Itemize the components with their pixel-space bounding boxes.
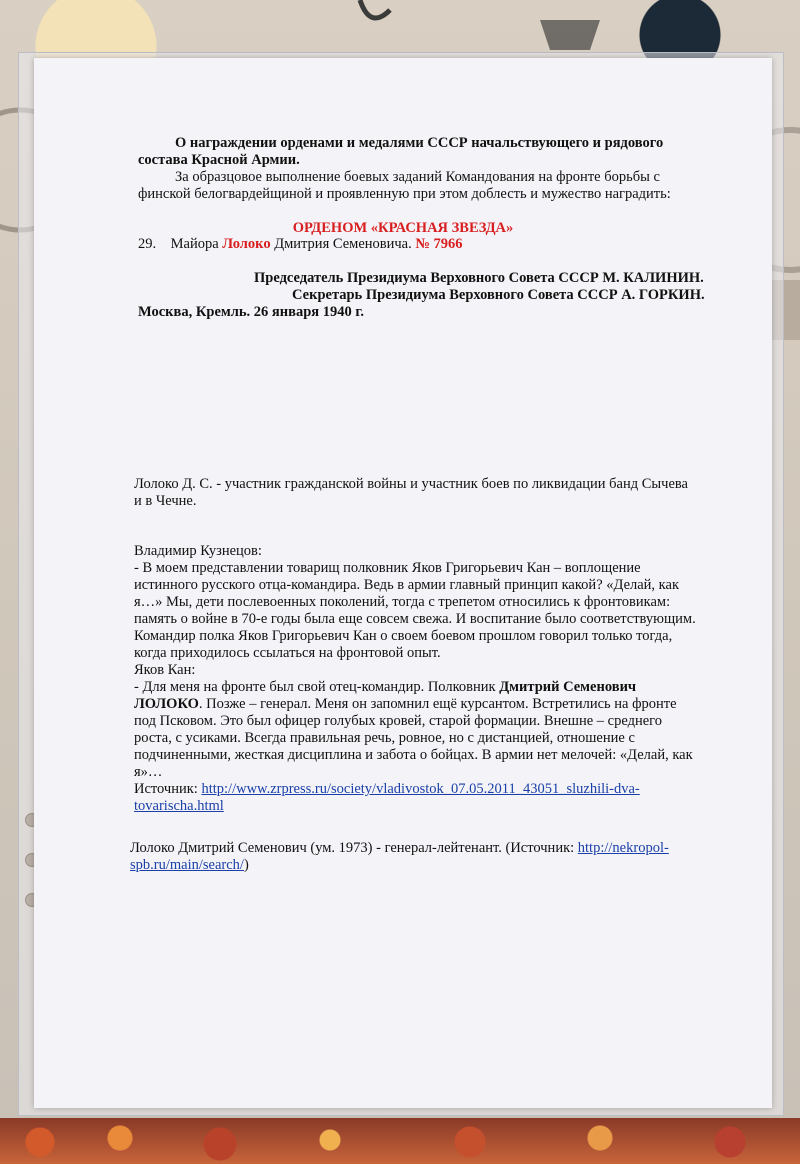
memoir-line: когда приходилось ссылаться на фронтовой опыт. — [134, 645, 441, 661]
decree-text-line3: За образцовое выполнение боевых заданий Командования на фронте борьбы с — [175, 169, 660, 185]
decree-text-line4: финской белогвардейщиной и проявленную при этом доблесть и мужество наградить: — [138, 186, 671, 202]
memoir-line: память о войне в 70-е годы была еще совсем свежа. И воспитание было соответствующим. — [134, 611, 696, 627]
memoir-line: - В моем представлении товарищ полковник Яков Григорьевич Кан – воплощение — [134, 560, 641, 576]
memoir-text: - Для меня на фронте был свой отец-командир. Полковник — [134, 679, 500, 695]
chairman-signature: Председатель Президиума Верховного Совета СССР М. КАЛИНИН. — [254, 270, 704, 286]
decree-title-line1: О награждении орденами и медалями СССР начальствующего и рядового — [175, 135, 664, 151]
nekropol-link[interactable]: spb.ru/main/search/ — [130, 857, 244, 873]
document-page — [34, 58, 772, 1108]
memoir-line — [134, 696, 677, 714]
footer-line — [130, 857, 249, 875]
source-label: Источник: — [134, 781, 202, 797]
memoir-author-kuznetsov: Владимир Кузнецов: — [134, 543, 262, 559]
memoir-line: подчиненными, жесткая дисциплина и забота о бойцах. В армии нет мелочей: «Делай, как — [134, 747, 693, 763]
footer-text: Лолоко Дмитрий Семенович (ум. 1973) - генерал-лейтенант. (Источник: — [130, 840, 578, 856]
source-link[interactable]: tovarischa.html — [134, 798, 224, 814]
award-number: № 7966 — [415, 236, 463, 252]
memoir-line: я»… — [134, 764, 163, 780]
memoir-line: истинного русского отца-командира. Ведь в армии главный принцип какой? «Делай, как — [134, 577, 679, 593]
memoir-bold-name: Дмитрий Семенович — [499, 679, 637, 695]
nekropol-link[interactable]: http://nekropol- — [577, 840, 669, 856]
place-date: Москва, Кремль. 26 января 1940 г. — [138, 304, 364, 320]
footer-tail: ) — [243, 857, 249, 873]
award-entry — [138, 236, 463, 254]
memoir-line: роста, с усиками. Всегда правильная речь, ровное, но с дистанцией, отношение с — [134, 730, 635, 746]
memoir-line: я…» Мы, дети послевоенных поколений, тогда с трепетом относились к фронтовикам: — [134, 594, 671, 610]
source-link[interactable]: http://www.zrpress.ru/society/vladivostok_07.05.2011_43051_sluzhili-dva- — [201, 781, 640, 797]
source-line — [134, 798, 224, 816]
footer-line — [130, 840, 669, 858]
entry-number: 29. — [138, 236, 157, 252]
memoir-line: под Псковом. Это был офицер голубых кровей, старой формации. Внешне – среднего — [134, 713, 662, 729]
order-title: ОРДЕНОМ «КРАСНАЯ ЗВЕЗДА» — [292, 220, 514, 236]
decree-title-line2: состава Красной Армии. — [138, 152, 300, 168]
entry-name: Дмитрия Семеновича. — [274, 236, 412, 252]
entry-surname: Лолоко — [222, 236, 271, 252]
source-line — [134, 781, 640, 799]
fabric-background — [0, 1118, 800, 1164]
memoir-line: Командир полка Яков Григорьевич Кан о своем боевом прошлом говорил только тогда, — [134, 628, 673, 644]
entry-rank: Майора — [170, 236, 219, 252]
memoir-text: . Позже – генерал. Меня он запомнил ещё курсантом. Встретились на фронте — [198, 696, 677, 712]
memoir-author-kan: Яков Кан: — [134, 662, 196, 678]
bio-line2: и в Чечне. — [134, 493, 197, 509]
bio-line1: Лолоко Д. С. - участник гражданской войны и участник боев по ликвидации банд Сычева — [134, 476, 688, 492]
memoir-bold-surname: ЛОЛОКО — [134, 696, 199, 712]
secretary-signature: Секретарь Президиума Верховного Совета СССР А. ГОРКИН. — [292, 287, 705, 303]
memoir-line — [134, 679, 636, 697]
